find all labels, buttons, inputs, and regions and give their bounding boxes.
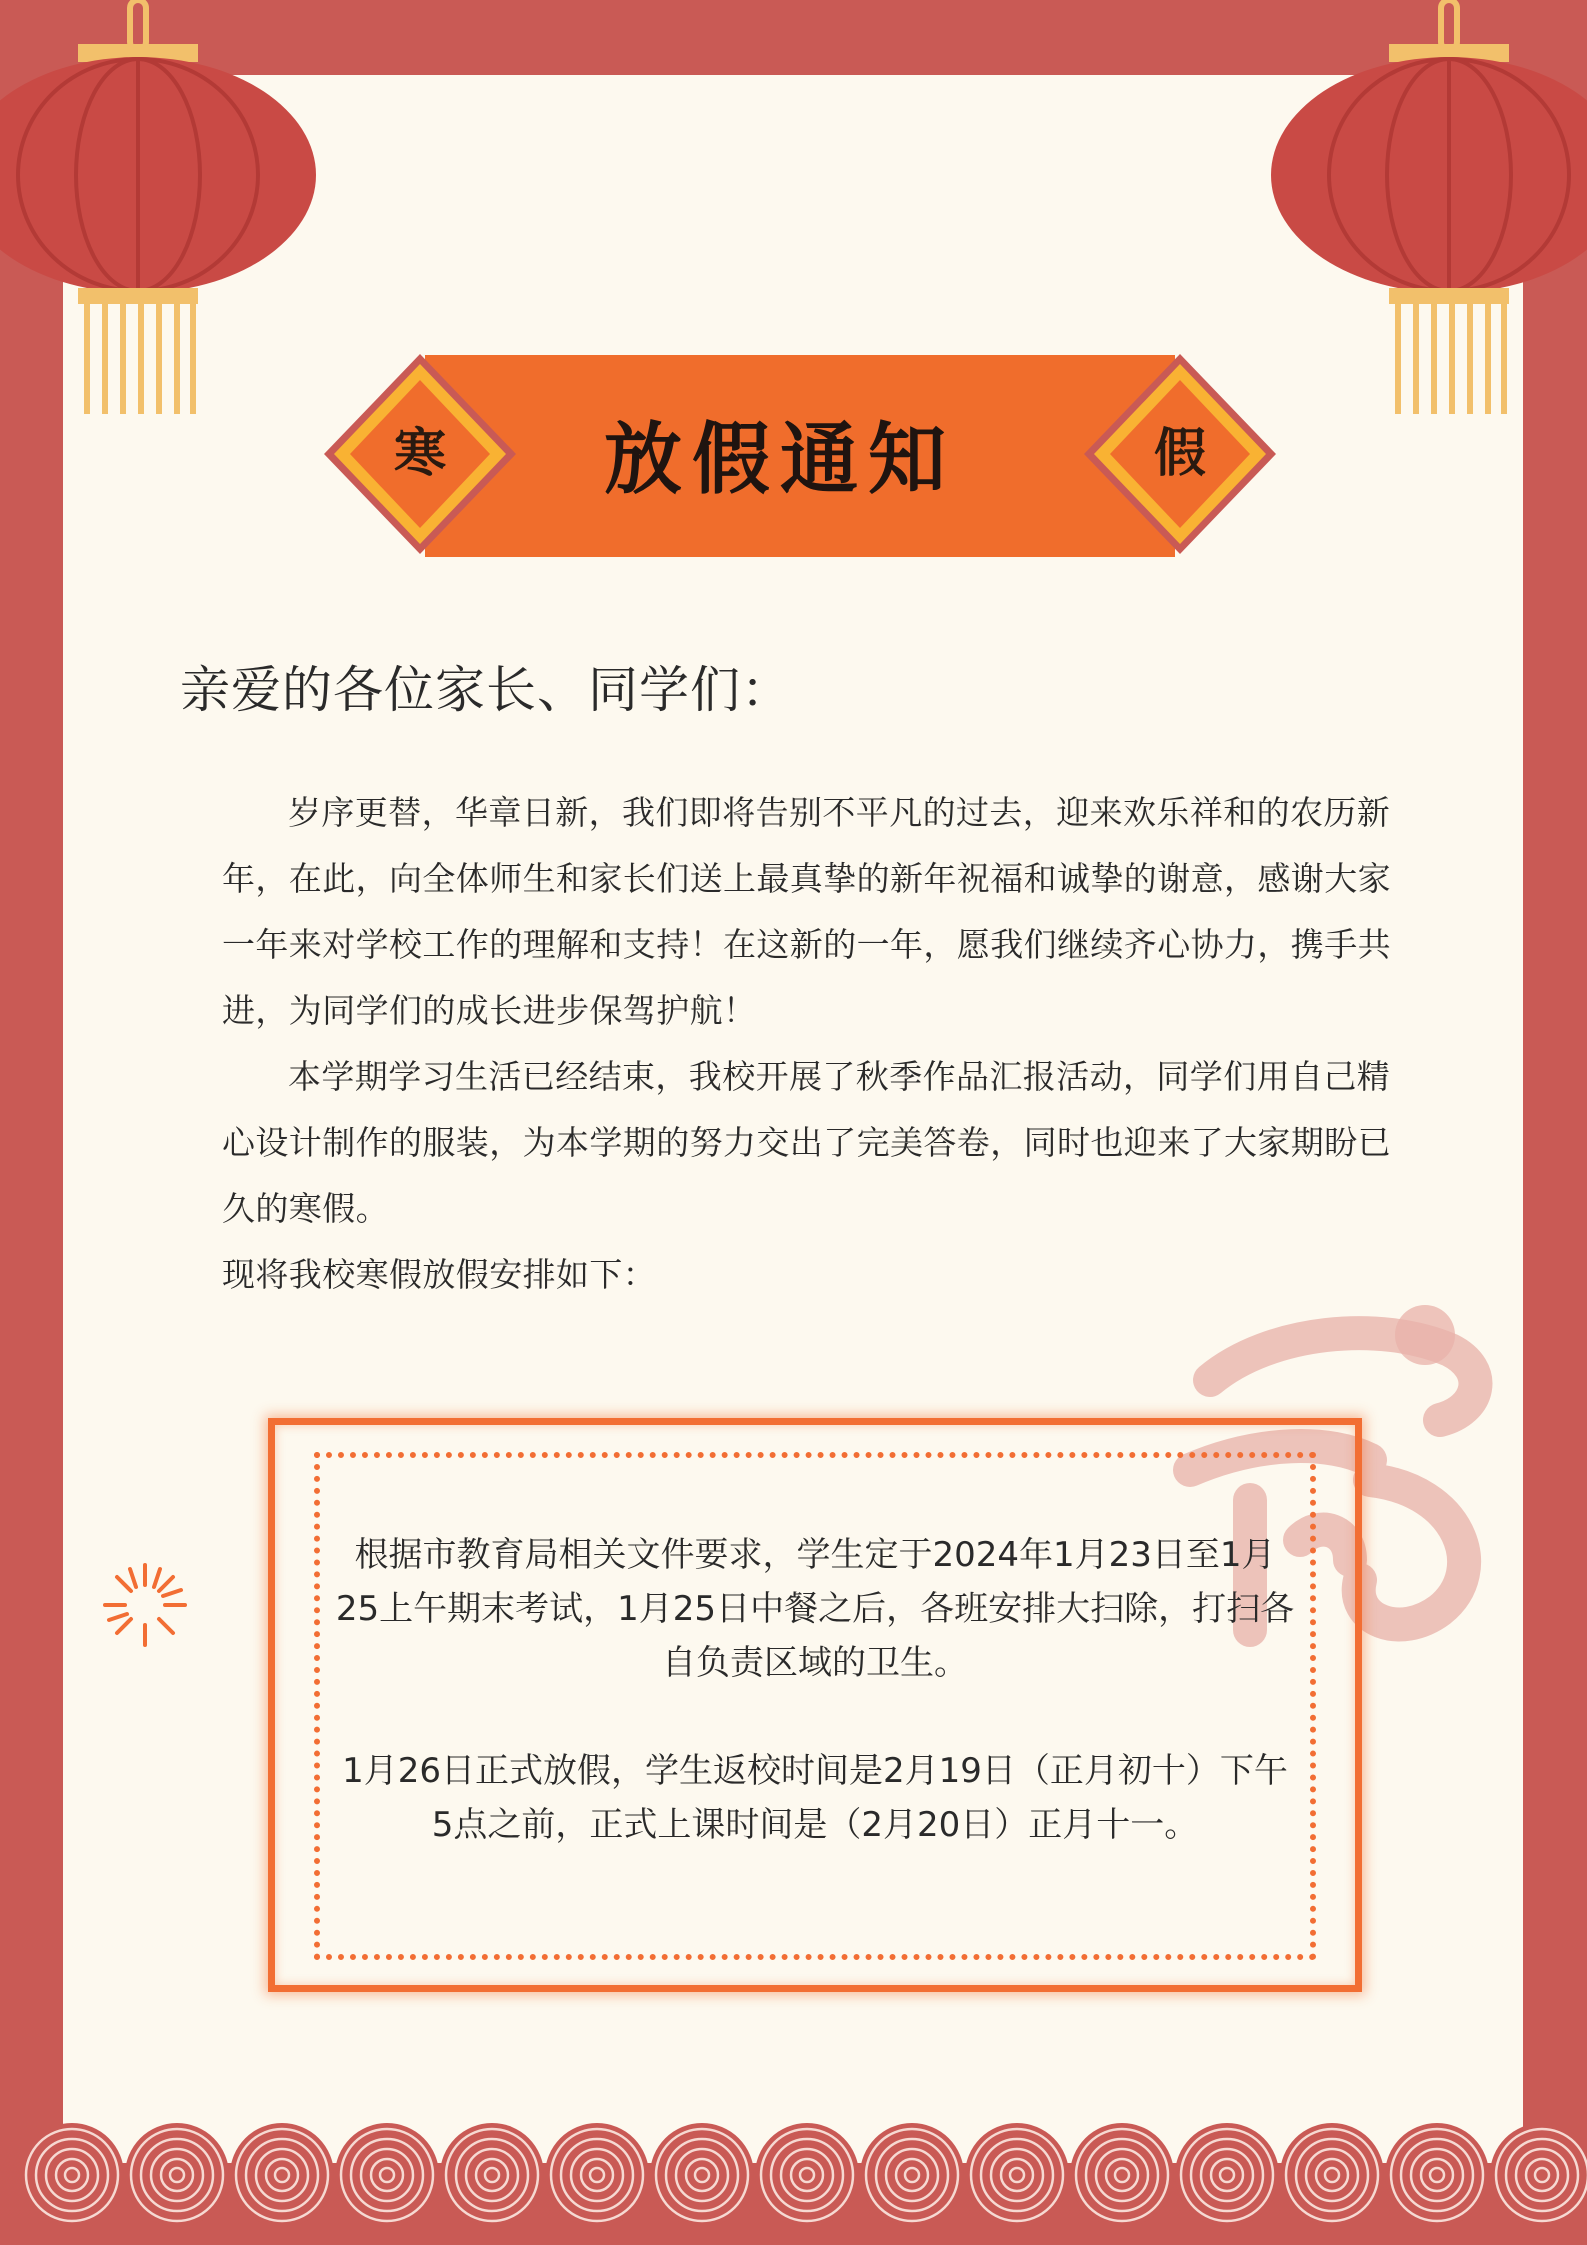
circle-ornament-icon xyxy=(1070,2123,1174,2227)
intro-text xyxy=(222,780,1412,1308)
circle-ornament-icon xyxy=(545,2123,649,2227)
circle-ornament-icon xyxy=(440,2123,544,2227)
lantern-left-icon xyxy=(0,0,330,420)
circle-ornament-icon xyxy=(125,2123,229,2227)
circle-ornament-icon xyxy=(335,2123,439,2227)
intro-paragraph-1: 岁序更替，华章日新，我们即将告别不平凡的过去，迎来欢乐祥和的农历新年，在此，向全体师生和家长们送上最真挚的新年祝福和诚挚的谢意，感谢大家一年来对学校工作的理解和支持！在这新的一年，愿我们继续齐心协力，携手共进，为同学们的成长进步保驾护航！ xyxy=(222,793,1391,1030)
banner-right-char: 假 xyxy=(1153,423,1206,484)
notice-item-1: 根据市教育局相关文件要求，学生定于2024年1月23日至1月25上午期末考试，1月25日中餐之后，各班安排大扫除，打扫各自负责区域的卫生。 xyxy=(335,1535,1295,1683)
circle-ornament-icon xyxy=(20,2123,124,2227)
circle-ornament-icon xyxy=(860,2123,964,2227)
circle-ornament-icon xyxy=(230,2123,334,2227)
circle-ornament-icon xyxy=(1175,2123,1279,2227)
circle-ornament-icon xyxy=(1280,2123,1384,2227)
circle-ornament-icon xyxy=(650,2123,754,2227)
firework-icon xyxy=(95,1555,195,1655)
intro-paragraph-2: 本学期学习生活已经结束，我校开展了秋季作品汇报活动，同学们用自己精心设计制作的服装，为本学期的努力交出了完美答卷，同时也迎来了大家期盼已久的寒假。 xyxy=(222,1057,1391,1228)
intro-paragraph-3: 现将我校寒假放假安排如下： xyxy=(222,1255,657,1294)
circle-ornament-icon xyxy=(1385,2123,1489,2227)
banner-left-char: 寒 xyxy=(393,423,446,484)
bottom-circle-border xyxy=(0,2095,1587,2245)
notice-item-2: 1月26日正式放假，学生返校时间是2月19日（正月初十）下午5点之前，正式上课时间是（2月20日）正月十一。 xyxy=(342,1751,1288,1845)
notice-content xyxy=(334,1528,1296,1906)
circle-ornament-icon xyxy=(965,2123,1069,2227)
circle-ornament-icon xyxy=(755,2123,859,2227)
page-title: 放假通知 xyxy=(603,414,956,505)
greeting: 亲爱的各位家长、同学们： xyxy=(180,661,792,719)
lantern-right-icon xyxy=(1257,0,1587,420)
